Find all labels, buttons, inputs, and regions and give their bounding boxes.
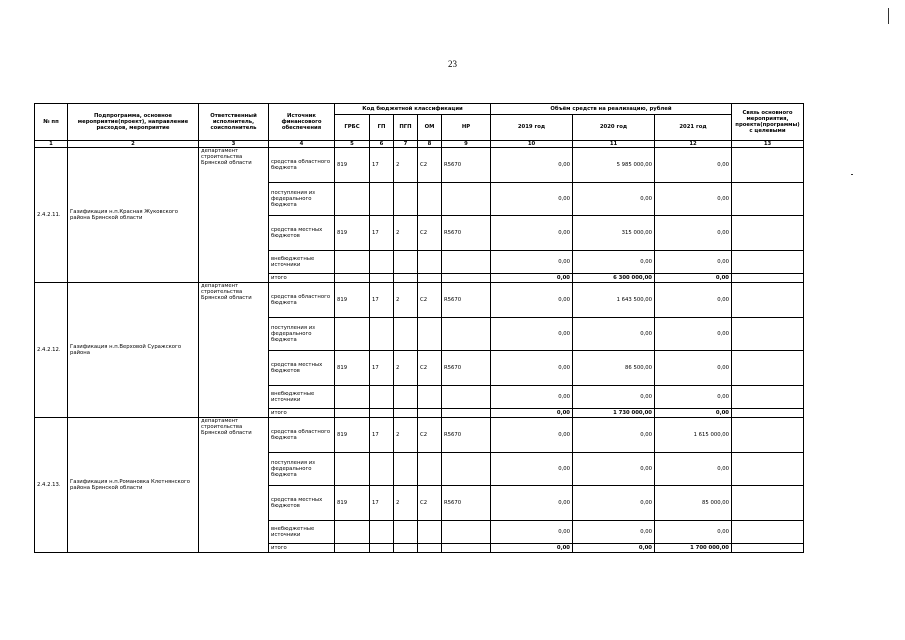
budget-table xyxy=(34,103,804,553)
y2021-cell: 0,00 xyxy=(655,274,732,283)
y2019-cell: 0,00 xyxy=(491,544,573,553)
y2021-cell: 0,00 xyxy=(655,409,732,418)
subheader-nr: НР xyxy=(442,115,491,141)
nr-cell xyxy=(442,274,491,283)
om-cell: С2 xyxy=(418,351,442,386)
pgp-cell: 2 xyxy=(394,148,418,183)
pgp-cell xyxy=(394,183,418,216)
col-number: 3 xyxy=(199,141,269,148)
scan-edge-mark xyxy=(888,8,889,24)
link-cell xyxy=(732,351,804,386)
om-cell: С2 xyxy=(418,283,442,318)
source-cell: средства областного бюджета xyxy=(269,283,335,318)
om-cell xyxy=(418,521,442,544)
link-cell xyxy=(732,544,804,553)
grbs-cell xyxy=(335,274,370,283)
table-row xyxy=(35,148,804,183)
y2021-cell: 0,00 xyxy=(655,183,732,216)
grbs-cell xyxy=(335,544,370,553)
link-cell xyxy=(732,521,804,544)
pgp-cell xyxy=(394,521,418,544)
nr-cell: R5670 xyxy=(442,216,491,251)
om-cell: С2 xyxy=(418,486,442,521)
nr-cell: R5670 xyxy=(442,351,491,386)
link-cell xyxy=(732,183,804,216)
grbs-cell: 819 xyxy=(335,283,370,318)
gp-cell: 17 xyxy=(370,283,394,318)
grbs-cell xyxy=(335,251,370,274)
col-number: 13 xyxy=(732,141,804,148)
source-cell: итого xyxy=(269,409,335,418)
y2021-cell: 0,00 xyxy=(655,453,732,486)
y2019-cell: 0,00 xyxy=(491,183,573,216)
nr-cell xyxy=(442,386,491,409)
grbs-cell xyxy=(335,386,370,409)
project-executor: департамент строительства Брянской области xyxy=(199,418,269,553)
link-cell xyxy=(732,274,804,283)
y2020-cell: 0,00 xyxy=(573,318,655,351)
om-cell xyxy=(418,318,442,351)
project-number: 2.4.2.13. xyxy=(35,418,68,553)
project-number: 2.4.2.12. xyxy=(35,283,68,418)
source-cell: средства местных бюджетов xyxy=(269,486,335,521)
col-number: 4 xyxy=(269,141,335,148)
table-row xyxy=(35,283,804,318)
y2019-cell: 0,00 xyxy=(491,148,573,183)
pgp-cell xyxy=(394,453,418,486)
project-number: 2.4.2.11. xyxy=(35,148,68,283)
nr-cell xyxy=(442,318,491,351)
y2021-cell: 0,00 xyxy=(655,318,732,351)
subheader-pgp: ПГП xyxy=(394,115,418,141)
source-cell: поступления из федерального бюджета xyxy=(269,318,335,351)
link-cell xyxy=(732,453,804,486)
project-name: Газификация н.п.Верховой Суражского района xyxy=(68,283,199,418)
y2019-cell: 0,00 xyxy=(491,251,573,274)
y2020-cell: 315 000,00 xyxy=(573,216,655,251)
link-cell xyxy=(732,418,804,453)
link-cell xyxy=(732,409,804,418)
source-cell: внебюджетные источники xyxy=(269,521,335,544)
gp-cell xyxy=(370,386,394,409)
gp-cell xyxy=(370,274,394,283)
nr-cell xyxy=(442,453,491,486)
source-cell: внебюджетные источники xyxy=(269,251,335,274)
pgp-cell xyxy=(394,251,418,274)
col-number: 9 xyxy=(442,141,491,148)
y2020-cell: 0,00 xyxy=(573,544,655,553)
gp-cell xyxy=(370,521,394,544)
grbs-cell xyxy=(335,318,370,351)
source-cell: итого xyxy=(269,274,335,283)
header-volume: Объём средств на реализацию, рублей xyxy=(491,104,732,115)
pgp-cell: 2 xyxy=(394,351,418,386)
y2020-cell: 0,00 xyxy=(573,251,655,274)
nr-cell xyxy=(442,409,491,418)
pgp-cell xyxy=(394,318,418,351)
nr-cell: R5670 xyxy=(442,418,491,453)
header-source: Источник финансового обеспечения xyxy=(269,104,335,141)
y2019-cell: 0,00 xyxy=(491,351,573,386)
source-cell: поступления из федерального бюджета xyxy=(269,453,335,486)
project-executor: департамент строительства Брянской области xyxy=(199,283,269,418)
source-cell: средства областного бюджета xyxy=(269,418,335,453)
gp-cell xyxy=(370,409,394,418)
pgp-cell xyxy=(394,274,418,283)
subheader-grbs: ГРБС xyxy=(335,115,370,141)
om-cell: С2 xyxy=(418,216,442,251)
y2019-cell: 0,00 xyxy=(491,216,573,251)
col-number: 7 xyxy=(394,141,418,148)
pgp-cell: 2 xyxy=(394,216,418,251)
gp-cell xyxy=(370,544,394,553)
gp-cell xyxy=(370,318,394,351)
table-row xyxy=(35,418,804,453)
nr-cell xyxy=(442,544,491,553)
om-cell xyxy=(418,409,442,418)
y2021-cell: 85 000,00 xyxy=(655,486,732,521)
col-number: 10 xyxy=(491,141,573,148)
col-number: 6 xyxy=(370,141,394,148)
nr-cell xyxy=(442,251,491,274)
source-cell: внебюджетные источники xyxy=(269,386,335,409)
gp-cell xyxy=(370,453,394,486)
project-executor: департамент строительства Брянской области xyxy=(199,148,269,283)
grbs-cell: 819 xyxy=(335,216,370,251)
om-cell xyxy=(418,274,442,283)
project-name: Газификация н.п.Красная Жуковского района Брянской области xyxy=(68,148,199,283)
source-cell: средства областного бюджета xyxy=(269,148,335,183)
y2020-cell: 0,00 xyxy=(573,521,655,544)
y2020-cell: 86 500,00 xyxy=(573,351,655,386)
om-cell xyxy=(418,183,442,216)
y2019-cell: 0,00 xyxy=(491,318,573,351)
pgp-cell: 2 xyxy=(394,418,418,453)
y2020-cell: 0,00 xyxy=(573,453,655,486)
y2020-cell: 0,00 xyxy=(573,183,655,216)
header-row xyxy=(35,104,804,115)
nr-cell xyxy=(442,183,491,216)
y2019-cell: 0,00 xyxy=(491,418,573,453)
subheader-gp: ГП xyxy=(370,115,394,141)
col-number: 11 xyxy=(573,141,655,148)
nr-cell: R5670 xyxy=(442,486,491,521)
om-cell xyxy=(418,386,442,409)
y2021-cell: 0,00 xyxy=(655,283,732,318)
subheader-2020: 2020 год xyxy=(573,115,655,141)
y2021-cell: 0,00 xyxy=(655,521,732,544)
grbs-cell xyxy=(335,521,370,544)
nr-cell: R5670 xyxy=(442,148,491,183)
gp-cell: 17 xyxy=(370,148,394,183)
gp-cell xyxy=(370,251,394,274)
col-number: 5 xyxy=(335,141,370,148)
y2019-cell: 0,00 xyxy=(491,409,573,418)
link-cell xyxy=(732,148,804,183)
subheader-om: ОМ xyxy=(418,115,442,141)
page-number: 23 xyxy=(448,59,457,69)
gp-cell: 17 xyxy=(370,216,394,251)
subheader-2021: 2021 год xyxy=(655,115,732,141)
y2019-cell: 0,00 xyxy=(491,453,573,486)
y2021-cell: 0,00 xyxy=(655,148,732,183)
pgp-cell xyxy=(394,544,418,553)
om-cell xyxy=(418,453,442,486)
header-link: Связь основного мероприятия, проекта(программы) с целевыми xyxy=(732,104,804,141)
grbs-cell xyxy=(335,183,370,216)
grbs-cell: 819 xyxy=(335,486,370,521)
om-cell: С2 xyxy=(418,418,442,453)
link-cell xyxy=(732,251,804,274)
col-number: 12 xyxy=(655,141,732,148)
y2020-cell: 5 985 000,00 xyxy=(573,148,655,183)
gp-cell: 17 xyxy=(370,351,394,386)
link-cell xyxy=(732,283,804,318)
grbs-cell: 819 xyxy=(335,148,370,183)
grbs-cell: 819 xyxy=(335,351,370,386)
source-cell: итого xyxy=(269,544,335,553)
y2019-cell: 0,00 xyxy=(491,386,573,409)
y2021-cell: 0,00 xyxy=(655,251,732,274)
link-cell xyxy=(732,318,804,351)
header-program: Подпрограмма, основное мероприятие(проект), направление расходов, мероприятие xyxy=(68,104,199,141)
header-nn: № пп xyxy=(35,104,68,141)
y2020-cell: 1 643 500,00 xyxy=(573,283,655,318)
y2020-cell: 0,00 xyxy=(573,418,655,453)
grbs-cell xyxy=(335,409,370,418)
y2019-cell: 0,00 xyxy=(491,486,573,521)
column-number-row xyxy=(35,141,804,148)
y2021-cell: 0,00 xyxy=(655,386,732,409)
source-cell: средства местных бюджетов xyxy=(269,216,335,251)
gp-cell: 17 xyxy=(370,418,394,453)
y2021-cell: 0,00 xyxy=(655,351,732,386)
gp-cell: 17 xyxy=(370,486,394,521)
col-number: 2 xyxy=(68,141,199,148)
y2019-cell: 0,00 xyxy=(491,521,573,544)
link-cell xyxy=(732,386,804,409)
header-budget-code: Код бюджетной классификации xyxy=(335,104,491,115)
om-cell xyxy=(418,544,442,553)
source-cell: поступления из федерального бюджета xyxy=(269,183,335,216)
header-executor: Ответственный исполнитель, соисполнитель xyxy=(199,104,269,141)
pgp-cell: 2 xyxy=(394,283,418,318)
link-cell xyxy=(732,486,804,521)
y2019-cell: 0,00 xyxy=(491,274,573,283)
y2021-cell: 1 700 000,00 xyxy=(655,544,732,553)
col-number: 1 xyxy=(35,141,68,148)
nr-cell xyxy=(442,521,491,544)
link-cell xyxy=(732,216,804,251)
subheader-2019: 2019 год xyxy=(491,115,573,141)
pgp-cell xyxy=(394,409,418,418)
grbs-cell xyxy=(335,453,370,486)
y2020-cell: 1 730 000,00 xyxy=(573,409,655,418)
pgp-cell: 2 xyxy=(394,486,418,521)
y2020-cell: 6 300 000,00 xyxy=(573,274,655,283)
y2021-cell: 1 615 000,00 xyxy=(655,418,732,453)
nr-cell: R5670 xyxy=(442,283,491,318)
y2021-cell: 0,00 xyxy=(655,216,732,251)
y2020-cell: 0,00 xyxy=(573,386,655,409)
scan-dot-mark xyxy=(851,174,853,175)
grbs-cell: 819 xyxy=(335,418,370,453)
om-cell: С2 xyxy=(418,148,442,183)
gp-cell xyxy=(370,183,394,216)
y2020-cell: 0,00 xyxy=(573,486,655,521)
source-cell: средства местных бюджетов xyxy=(269,351,335,386)
col-number: 8 xyxy=(418,141,442,148)
om-cell xyxy=(418,251,442,274)
pgp-cell xyxy=(394,386,418,409)
project-name: Газификация н.п.Романовка Клетнянского района Брянской области xyxy=(68,418,199,553)
y2019-cell: 0,00 xyxy=(491,283,573,318)
